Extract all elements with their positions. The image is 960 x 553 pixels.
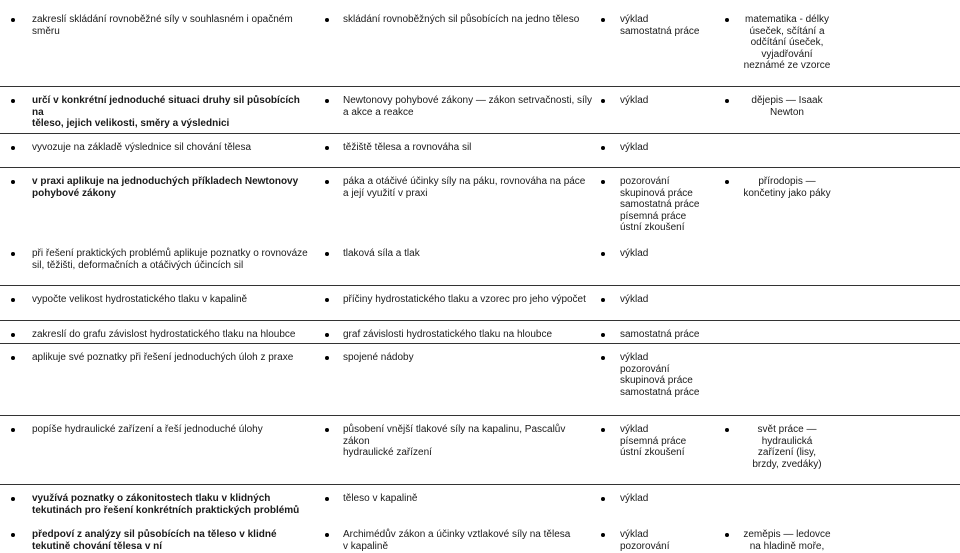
cell-line: výklad xyxy=(620,14,649,25)
cell-line: zákon xyxy=(343,435,370,447)
cell-line: Archimédův zákon a účinky vztlakové síly na tělesa xyxy=(343,529,571,540)
row-divider xyxy=(0,320,960,321)
cell-line: zeměpis — ledovce xyxy=(743,529,831,540)
cell-line: brzdy, zvedáky) xyxy=(752,458,822,470)
cell-line: výklad xyxy=(620,352,649,363)
topic-cell xyxy=(343,176,593,199)
cell-line: samostatná práce xyxy=(620,199,700,210)
objective-cell xyxy=(32,294,312,306)
cell-line: dějepis — Isaak xyxy=(751,95,823,106)
cell-line: přírodopis — xyxy=(758,176,816,187)
cell-line: předpoví z analýzy sil působících na těleso v klidné xyxy=(32,529,277,540)
row-divider xyxy=(0,343,960,344)
crosslink-cell xyxy=(742,424,832,470)
row-divider xyxy=(0,484,960,485)
cell-line: svět práce — xyxy=(757,424,817,435)
cell-line: graf závislosti hydrostatického tlaku na hloubce xyxy=(343,329,553,340)
row-divider xyxy=(0,415,960,416)
cell-line: skupinová práce xyxy=(620,375,693,386)
cell-line: hydraulická xyxy=(761,435,813,447)
row-divider xyxy=(0,86,960,87)
topic-cell xyxy=(343,424,593,459)
bullet-icon xyxy=(325,356,329,360)
cell-line: písemná práce xyxy=(620,435,687,447)
objective-cell xyxy=(32,142,312,154)
cell-line: těžiště tělesa a rovnováha sil xyxy=(343,142,472,153)
cell-line: úseček, sčítání a xyxy=(749,25,825,37)
cell-line: zařízení (lisy, xyxy=(757,447,817,458)
cell-line: skládání rovnoběžných sil působících na jedno těleso xyxy=(343,14,580,25)
method-cell xyxy=(620,424,720,459)
bullet-icon xyxy=(325,428,329,432)
bullet-icon xyxy=(725,533,729,537)
bullet-icon xyxy=(11,99,15,103)
row-divider xyxy=(0,285,960,286)
bullet-icon xyxy=(725,99,729,103)
bullet-icon xyxy=(725,428,729,432)
method-cell xyxy=(620,95,720,107)
cell-line: těleso v kapalině xyxy=(343,493,418,504)
cell-line: výklad xyxy=(620,95,649,106)
bullet-icon xyxy=(325,252,329,256)
method-cell xyxy=(620,142,720,154)
bullet-icon xyxy=(601,252,605,256)
bullet-icon xyxy=(325,497,329,501)
topic-cell xyxy=(343,248,593,260)
cell-line: na hladině moře, xyxy=(749,540,825,552)
cell-line: písemná práce xyxy=(620,210,687,222)
bullet-icon xyxy=(11,18,15,22)
objective-cell xyxy=(32,352,312,364)
bullet-icon xyxy=(11,497,15,501)
bullet-icon xyxy=(725,18,729,22)
cell-line: Newton xyxy=(770,106,804,118)
objective-cell xyxy=(32,424,312,436)
cell-line: směru xyxy=(32,25,60,37)
cell-line: výklad xyxy=(620,529,649,540)
cell-line: vypočte velikost hydrostatického tlaku v kapalině xyxy=(32,294,248,305)
cell-line: ústní zkoušení xyxy=(620,447,685,458)
objective-cell xyxy=(32,493,312,516)
bullet-icon xyxy=(601,298,605,302)
bullet-icon xyxy=(601,18,605,22)
cell-line: využívá poznatky o zákonitostech tlaku v klidných xyxy=(32,493,271,504)
cell-line: končetiny jako páky xyxy=(743,187,831,199)
cell-line: pohybové zákony xyxy=(32,187,116,199)
cell-line: páka a otáčivé účinky síly na páku, rovnováha na páce xyxy=(343,176,586,187)
objective-cell xyxy=(32,14,312,37)
cell-line: v praxi aplikuje na jednoduchých příkladech Newtonovy xyxy=(32,176,299,187)
bullet-icon xyxy=(325,533,329,537)
topic-cell xyxy=(343,352,593,364)
cell-line: výklad xyxy=(620,294,649,305)
cell-line: matematika - délky xyxy=(745,14,829,25)
cell-line: vyjadřování xyxy=(761,48,813,60)
bullet-icon xyxy=(325,298,329,302)
cell-line: skupinová práce xyxy=(620,187,693,199)
cell-line: Newtonovy pohybové zákony — zákon setrvačnosti, síly xyxy=(343,95,593,106)
cell-line: tlaková síla a tlak xyxy=(343,248,420,259)
method-cell xyxy=(620,493,720,505)
cell-line: těleso, jejich velikosti, směry a výslednici xyxy=(32,118,230,129)
bullet-icon xyxy=(11,356,15,360)
bullet-icon xyxy=(11,252,15,256)
method-cell xyxy=(620,352,720,398)
cell-line: příčiny hydrostatického tlaku a vzorec pro jeho výpočet xyxy=(343,294,586,305)
topic-cell xyxy=(343,95,593,118)
method-cell xyxy=(620,294,720,306)
cell-line: pozorování xyxy=(620,363,670,375)
cell-line: pozorování xyxy=(620,176,670,187)
objective-cell xyxy=(32,329,312,341)
cell-line: výklad xyxy=(620,424,649,435)
objective-cell xyxy=(32,529,312,552)
crosslink-cell xyxy=(742,14,832,72)
bullet-icon xyxy=(601,180,605,184)
cell-line: v kapalině xyxy=(343,540,389,552)
cell-line: tekutině chování tělesa v ní xyxy=(32,540,163,552)
topic-cell xyxy=(343,14,593,26)
bullet-icon xyxy=(11,180,15,184)
bullet-icon xyxy=(725,180,729,184)
cell-line: ústní zkoušení xyxy=(620,222,685,233)
cell-line: zakreslí skládání rovnoběžné síly v souhlasném i opačném xyxy=(32,14,293,25)
cell-line: tekutinách pro řešení konkrétních praktických problémů xyxy=(32,504,300,516)
objective-cell xyxy=(32,176,312,199)
crosslink-cell xyxy=(742,176,832,199)
cell-line: samostatná práce xyxy=(620,25,700,37)
cell-line: samostatná práce xyxy=(620,329,700,340)
method-cell xyxy=(620,529,720,552)
topic-cell xyxy=(343,142,593,154)
cell-line: výklad xyxy=(620,493,649,504)
topic-cell xyxy=(343,529,593,552)
bullet-icon xyxy=(601,356,605,360)
cell-line: a její využití v praxi xyxy=(343,187,428,199)
cell-line: pozorování xyxy=(620,540,670,552)
bullet-icon xyxy=(11,428,15,432)
cell-line: a akce a reakce xyxy=(343,106,414,118)
cell-line: popíše hydraulické zařízení a řeší jednoduché úlohy xyxy=(32,424,263,435)
bullet-icon xyxy=(601,428,605,432)
cell-line: působení vnější tlakové síly na kapalinu, Pascalův xyxy=(343,424,566,435)
topic-cell xyxy=(343,294,593,306)
method-cell xyxy=(620,14,720,37)
method-cell xyxy=(620,248,720,260)
row-divider xyxy=(0,133,960,134)
objective-cell xyxy=(32,248,312,271)
bullet-icon xyxy=(325,146,329,150)
bullet-icon xyxy=(325,180,329,184)
topic-cell xyxy=(343,329,593,341)
cell-line: sil, těžišti, deformačních a otáčivých účincích sil xyxy=(32,259,244,271)
cell-line: výklad xyxy=(620,248,649,259)
crosslink-cell xyxy=(742,529,832,552)
cell-line: při řešení praktických problémů aplikuje poznatky o rovnováze xyxy=(32,248,308,259)
cell-line: výklad xyxy=(620,142,649,153)
cell-line: aplikuje své poznatky při řešení jednoduchých úloh z praxe xyxy=(32,352,294,363)
cell-line: odčítání úseček, xyxy=(750,37,824,48)
method-cell xyxy=(620,176,720,234)
bullet-icon xyxy=(601,497,605,501)
bullet-icon xyxy=(325,18,329,22)
cell-line: vyvozuje na základě výslednice sil chování tělesa xyxy=(32,142,252,153)
row-divider xyxy=(0,167,960,168)
cell-line: neznámé ze vzorce xyxy=(743,60,831,71)
bullet-icon xyxy=(11,333,15,337)
topic-cell xyxy=(343,493,593,505)
bullet-icon xyxy=(325,333,329,337)
cell-line: hydraulické zařízení xyxy=(343,447,432,458)
bullet-icon xyxy=(11,146,15,150)
bullet-icon xyxy=(601,333,605,337)
bullet-icon xyxy=(325,99,329,103)
bullet-icon xyxy=(601,99,605,103)
bullet-icon xyxy=(11,533,15,537)
bullet-icon xyxy=(601,146,605,150)
cell-line: zakreslí do grafu závislost hydrostatického tlaku na hloubce xyxy=(32,329,296,340)
cell-line: spojené nádoby xyxy=(343,352,414,363)
bullet-icon xyxy=(11,298,15,302)
cell-line: určí v konkrétní jednoduché situaci druhy sil působících na xyxy=(32,95,300,118)
crosslink-cell xyxy=(742,95,832,118)
cell-line: samostatná práce xyxy=(620,386,700,398)
method-cell xyxy=(620,329,720,341)
objective-cell xyxy=(32,95,312,130)
bullet-icon xyxy=(601,533,605,537)
